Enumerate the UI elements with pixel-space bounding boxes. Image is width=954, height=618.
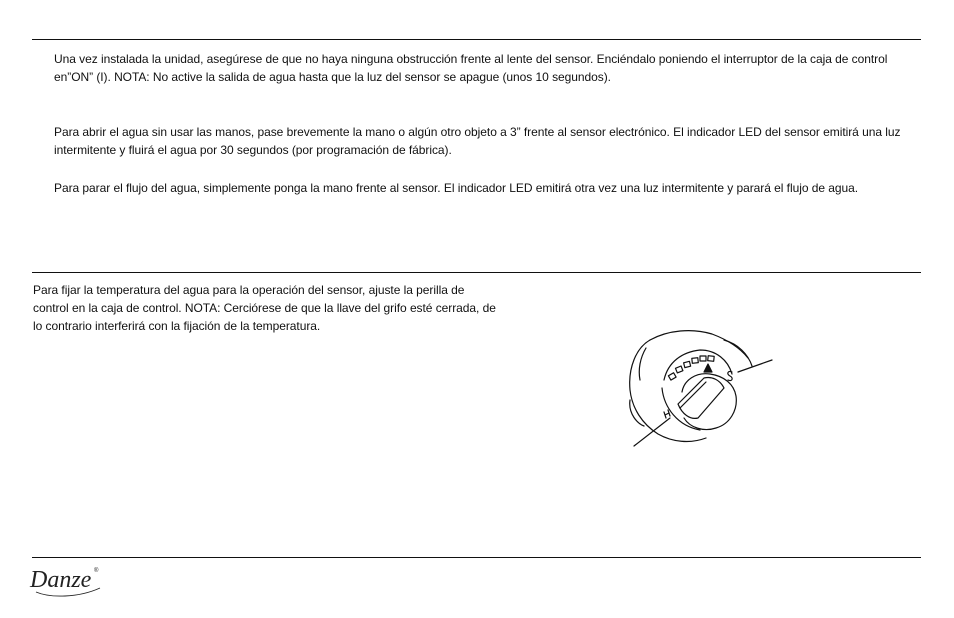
paragraph-temperature: Para fijar la temperatura del agua para la operación del sensor, ajuste la perilla de control en la caja de control. NOTA: Cerciórese de que la llave del grifo esté cerrada, de lo contrario interferirá con la fijación de la temperatura. xyxy=(33,283,496,333)
knob-body xyxy=(682,374,736,430)
section-rule xyxy=(32,272,921,273)
danze-logo xyxy=(30,566,110,600)
logo-wordmark: Danze xyxy=(30,567,92,593)
dial-ring xyxy=(664,350,732,380)
paragraph-open-water: Para abrir el agua sin usar las manos, pase brevemente la mano o algún otro objeto a 3” frente al sensor electrónico. El indicador LED del sensor emitirá una luz intermitente y fluirá el agua por 30 segundos (por programación de fábrica). xyxy=(54,125,901,157)
knob-pointer xyxy=(704,364,712,372)
leader-line xyxy=(738,360,772,372)
top-rule xyxy=(32,39,921,40)
footer-rule xyxy=(32,557,921,558)
temperature-knob-illustration xyxy=(620,318,780,454)
registered-mark: ® xyxy=(94,568,99,574)
housing-lobe xyxy=(724,340,752,366)
paragraph-stop-water: Para parar el flujo del agua, simplemente ponga la mano frente al sensor. El indicador LED emitirá otra vez una luz intermitente y parará el flujo de agua. xyxy=(54,181,859,195)
hot-mark xyxy=(664,410,670,418)
housing-lobe xyxy=(639,348,646,380)
logo-swash-icon xyxy=(30,566,110,600)
paragraph-power-on: Una vez instalada la unidad, asegúrese de que no haya ninguna obstrucción frente al lente del sensor. Enciéndalo poniendo el interruptor de la caja de control en”ON” (I). NOTA: No active la salida de agua hasta que la luz del sensor se apague (unos 10 segundos). xyxy=(54,52,888,84)
leader-line xyxy=(634,418,670,446)
housing-shape xyxy=(630,340,706,441)
